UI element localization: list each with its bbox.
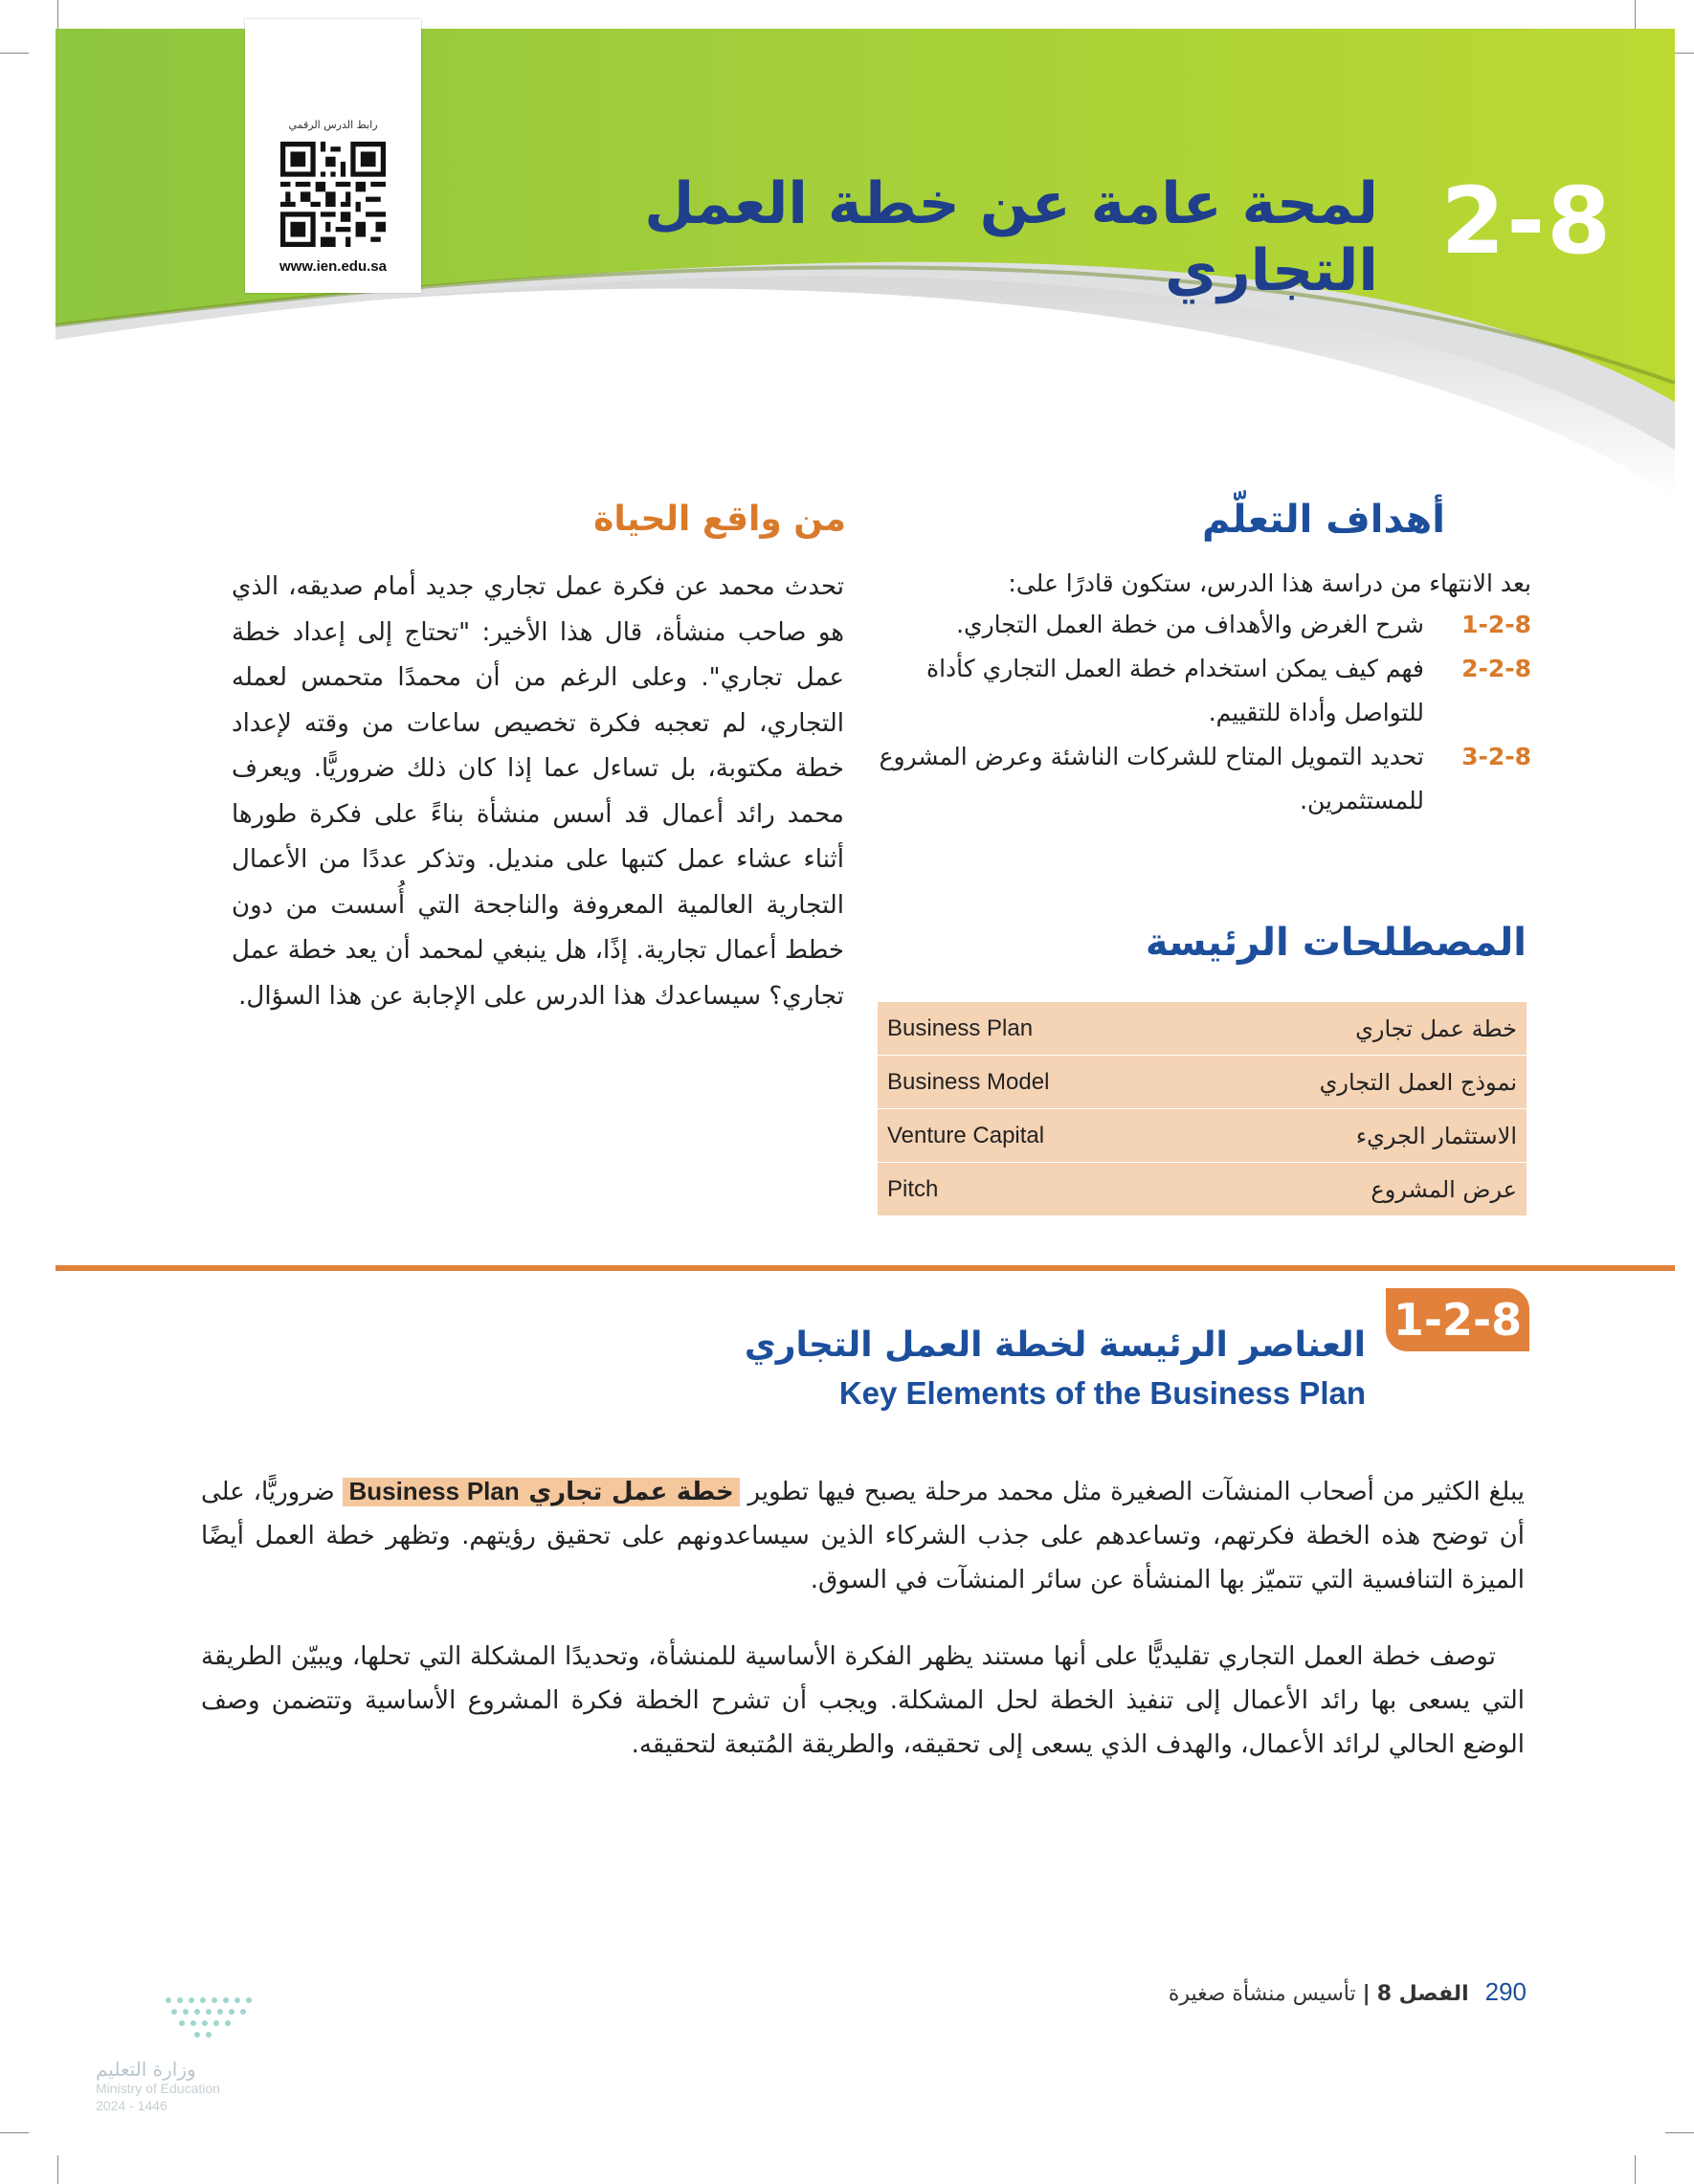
objective-item: [842, 647, 1531, 735]
term-arabic: عرض المشروع: [1173, 1163, 1527, 1216]
table-row: [878, 1109, 1527, 1163]
objectives-intro: بعد الانتهاء من دراسة هذا الدرس، ستكون قادرًا على:: [1008, 569, 1531, 597]
objective-text: تحديد التمويل المتاح للشركات الناشئة وعرض المشروع للمستثمرين.: [879, 743, 1424, 814]
objective-item: [842, 603, 1531, 647]
ministry-year: 2024 - 1446: [96, 2098, 167, 2113]
paragraph-text: يبلغ الكثير من أصحاب المنشآت الصغيرة مثل محمد مرحلة يصبح فيها تطوير: [747, 1478, 1526, 1506]
crop-mark: [57, 2155, 58, 2184]
objective-item: [842, 735, 1531, 823]
term-arabic: الاستثمار الجريء: [1173, 1109, 1527, 1163]
page-number: 290: [1484, 1977, 1527, 2006]
table-row: [878, 1002, 1527, 1056]
section-title-english: Key Elements of the Business Plan: [838, 1375, 1366, 1411]
footer-separator: |: [1362, 1982, 1371, 2006]
crop-mark: [1635, 2155, 1636, 2184]
highlighted-term: [343, 1478, 739, 1506]
real-life-text: تحدث محمد عن فكرة عمل تجاري جديد أمام صديقه، الذي هو صاحب منشأة، قال هذا الأخير: "تحتاج إلى إعداد خطة عمل تجاري". وعلى الرغم من أن محمدًا متحمس لعمله التجاري، لم تعجبه فكرة تخصيص ساعات من وقته لإعداد خطة مكتوبة، بل تساءل عما إذا كان ذلك ضروريًّا. ويعرف محمد رائد أعمال قد أسس منشأة بناءً على فكرة طورها أثناء عشاء عمل كتبها على منديل. وتذكر عددًا من الأعمال التجارية العالمية المعروفة والناجحة التي أُسست من دون خطط أعمال تجارية. إذًا، هل ينبغي لمحمد أن يعد خطة عمل تجاري؟ سيساعدك هذا الدرس على الإجابة عن هذا السؤال.: [232, 572, 844, 1011]
objective-text: شرح الغرض والأهداف من خطة العمل التجاري.: [956, 611, 1424, 638]
objective-number: 1-2-8: [1461, 611, 1531, 638]
objectives-list: [842, 565, 1531, 823]
highlighted-term-arabic: خطة عمل تجاري: [528, 1478, 734, 1506]
table-row: [878, 1163, 1527, 1216]
section-paragraph: [201, 1635, 1525, 1767]
objective-number: 2-2-8: [1461, 655, 1531, 682]
qr-code-icon[interactable]: [280, 142, 386, 247]
term-english: Pitch: [878, 1163, 1173, 1216]
qr-caption: رابط الدرس الرقمي: [288, 119, 378, 131]
paragraph-text: ضروريًّا، على أن توضح هذه الخطة فكرتهم، وتساعدهم على جذب الشركاء الذين سيساعدونهم على تحقيق رؤيتهم. وتظهر خطة العمل أيضًا الميزة التنافسية التي تتميّز بها المنشأة عن سائر المنشآت في السوق.: [201, 1478, 1525, 1594]
crop-mark: [0, 2132, 29, 2133]
chapter-label: الفصل 8: [1376, 1982, 1469, 2006]
highlighted-term-english: Business Plan: [348, 1477, 520, 1505]
term-english: Business Model: [878, 1056, 1173, 1109]
objectives-heading: أهداف التعلّم: [1202, 498, 1445, 542]
term-english: Business Plan: [878, 1002, 1173, 1056]
section-number-badge: 1-2-8: [1386, 1288, 1529, 1351]
table-row: [878, 1056, 1527, 1109]
lesson-number: 2-8: [1440, 167, 1613, 275]
page-footer: [857, 1977, 1527, 2007]
ministry-name-english: Ministry of Education: [96, 2081, 220, 2096]
term-arabic: خطة عمل تجاري: [1173, 1002, 1527, 1056]
paragraph-text: توصف خطة العمل التجاري تقليديًّا على أنها مستند يظهر الفكرة الأساسية للمنشأة، وتحديدًا المشكلة التي تحلها، ويبيّن الطريقة التي يسعى بها رائد الأعمال إلى تنفيذ الخطة لحل المشكلة. ويجب أن تشرح الخطة فكرة المشروع الأساسية وتتضمن وصف الوضع الحالي لرائد الأعمال، والهدف الذي يسعى إلى تحقيقه، والطريقة المُتبعة لتحقيقه.: [201, 1642, 1525, 1759]
ministry-name-arabic: وزارة التعليم: [96, 2058, 196, 2081]
qr-card[interactable]: [245, 19, 421, 293]
section-paragraph: [201, 1469, 1525, 1602]
term-arabic: نموذج العمل التجاري: [1173, 1056, 1527, 1109]
objective-text: فهم كيف يمكن استخدام خطة العمل التجاري كأداة للتواصل وأداة للتقييم.: [925, 655, 1424, 726]
objective-number: 3-2-8: [1461, 743, 1531, 770]
lesson-title: لمحة عامة عن خطة العمل التجاري: [644, 170, 1378, 304]
section-title-arabic: العناصر الرئيسة لخطة العمل التجاري: [744, 1326, 1366, 1365]
section-divider: [56, 1265, 1675, 1271]
key-terms-heading: المصطلحات الرئيسة: [1145, 921, 1527, 965]
chapter-title: تأسيس منشأة صغيرة: [1168, 1982, 1356, 2006]
qr-url[interactable]: www.ien.edu.sa: [279, 258, 387, 275]
real-life-heading: من واقع الحياة: [593, 500, 846, 539]
crop-mark: [1665, 2132, 1694, 2133]
key-terms-table: [878, 1002, 1527, 1216]
term-english: Venture Capital: [878, 1109, 1173, 1163]
